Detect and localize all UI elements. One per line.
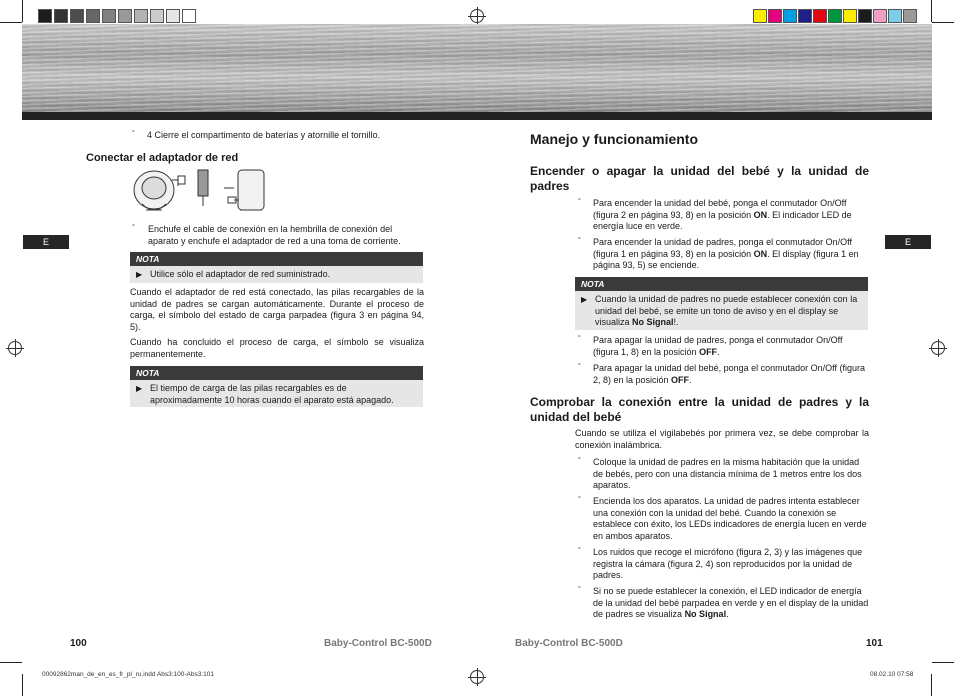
header-texture [22,24,932,112]
note-body [575,291,868,332]
charging-complete-paragraph: Cuando ha concluido el proceso de carga, el símbolo se visualiza permanentemente. [130,337,424,359]
color-swatch [798,9,812,23]
bullet-icon: ° [578,457,581,464]
page-number-left: 100 [70,638,87,649]
note-text: Cuando la unidad de padres no puede establecer conexión con la unidad del bebé, se emite un tono de aviso y en el display se visualiza No Signal!. [595,294,858,327]
adapter-illustration [128,166,273,218]
note-body [130,380,423,409]
color-swatch [813,9,827,23]
registration-mark-icon [470,9,484,23]
crop-mark [932,22,954,23]
s1-item-2: Para encender la unidad de padres, ponga el conmutador On/Off (figura 1 en página 93, 8) en la posición ON. El display (figura 1 en página 93, 5) se enciende. [593,237,859,270]
color-swatch [86,9,100,23]
registration-mark-icon [931,341,945,355]
step-4-text: 4 Cierre el compartimento de baterías y atornille el tornillo. [147,130,381,140]
s2-intro: Cuando se utiliza el vigilabebés por primera vez, se debe comprobar la conexión inalámbrica. [575,428,869,450]
bullet-icon: ° [578,237,581,244]
color-swatch [753,9,767,23]
crop-mark [0,662,22,663]
bullet-icon: ° [578,496,581,503]
crop-mark [22,0,23,22]
color-swatch [118,9,132,23]
product-name-left: Baby-Control BC-500D [324,638,432,649]
color-swatch [873,9,887,23]
page-title: Manejo y funcionamiento [530,131,699,147]
language-tab-right: E [885,235,931,249]
note-box-1 [130,252,423,283]
crop-mark [931,674,932,696]
file-slug: 00092862man_de_en_es_fr_pl_ru.indd Abs3:100-Abs3:101 [42,671,215,678]
crop-mark [0,22,22,23]
color-swatch [843,9,857,23]
bullet-icon: ° [578,547,581,554]
color-swatch [38,9,52,23]
registration-mark-icon [8,341,22,355]
color-swatch [134,9,148,23]
adapter-step-text: Enchufe el cable de conexión en la hembrilla de conexión del aparato y enchufe el adaptador de red a una toma de corriente. [148,224,401,246]
crop-mark [22,674,23,696]
bullet-icon: ° [578,198,581,205]
crop-mark [932,662,954,663]
note-box-2 [130,366,423,407]
color-swatch [903,9,917,23]
color-swatch [166,9,180,23]
crop-mark [931,0,932,22]
s1-item-1: Para encender la unidad del bebé, ponga el conmutador On/Off (figura 2 en página 93, 8) en la posición ON. El indicador LED de energía luce en verde. [593,198,852,231]
bullet-icon: ° [578,586,581,593]
product-name-right: Baby-Control BC-500D [515,638,623,649]
color-swatch [783,9,797,23]
note-box-3 [575,277,868,330]
arrow-right-icon: ▶ [581,295,588,304]
s1-item-3: Para apagar la unidad de padres, ponga el conmutador On/Off (figura 1, 8) en la posición OFF. [593,335,843,357]
color-swatch [768,9,782,23]
color-swatch [150,9,164,23]
language-tab-left: E [23,235,69,249]
color-swatch [54,9,68,23]
arrow-right-icon: ▶ [136,270,143,279]
registration-mark-icon [470,670,484,684]
note-text: Utilice sólo el adaptador de red suministrado. [150,269,331,279]
section-2-heading: Comprobar la conexión entre la unidad de padres y la unidad del bebé [530,395,869,424]
bullet-icon: ° [578,363,581,370]
note-body [130,266,423,284]
color-swatch [888,9,902,23]
color-swatch [182,9,196,23]
s2-item-3: Los ruidos que recoge el micrófono (figura 2, 3) y las imágenes que registra la cámara (figura 2, 4) son reproducidos por la unidad de padres. [593,547,863,580]
color-swatch [858,9,872,23]
page-number-right: 101 [866,638,883,649]
note-text: El tiempo de carga de las pilas recargables es de aproximadamente 10 horas cuando el aparato está apagado. [150,383,394,405]
bullet-icon: ° [132,224,135,231]
bullet-icon: ° [132,130,135,137]
s2-item-1: Coloque la unidad de padres en la misma habitación que la unidad de bebés, pero con una distancia mínima de 1 metros entre los dos aparatos. [593,457,862,490]
color-swatch [828,9,842,23]
bullet-icon: ° [578,335,581,342]
s1-item-4: Para apagar la unidad del bebé, ponga el conmutador On/Off (figura 2, 8) en la posición OFF. [593,363,866,385]
s2-item-4: Si no se puede establecer la conexión, el LED indicador de energía de la unidad del bebé parpadea en verde y en el display de la unidad de padres se visualiza No Signal. [593,586,869,619]
date-slug: 08.02.10 07:58 [870,671,914,678]
note-label: NOTA [130,252,423,266]
color-swatch [102,9,116,23]
charging-paragraph: Cuando el adaptador de red está conectado, las pilas recargables de la unidad de padres se cargan automáticamente. Durante el proceso de carga, el símbolo del estado de carga parpadea (figura 3 en página 94, 5). [130,287,424,332]
s2-item-2: Encienda los dos aparatos. La unidad de padres intenta establecer una conexión con la unidad del bebé. Cuando la conexión se establece con éxito, los LEDs indicadores de energía lucen en verde en ambos aparatos. [593,496,867,541]
color-swatch [70,9,84,23]
header-rule [22,112,932,120]
note-label: NOTA [130,366,423,380]
section-1-heading: Encender o apagar la unidad del bebé y la unidad de padres [530,164,869,193]
adapter-heading: Conectar el adaptador de red [86,152,239,164]
note-label: NOTA [575,277,868,291]
arrow-right-icon: ▶ [136,384,143,393]
